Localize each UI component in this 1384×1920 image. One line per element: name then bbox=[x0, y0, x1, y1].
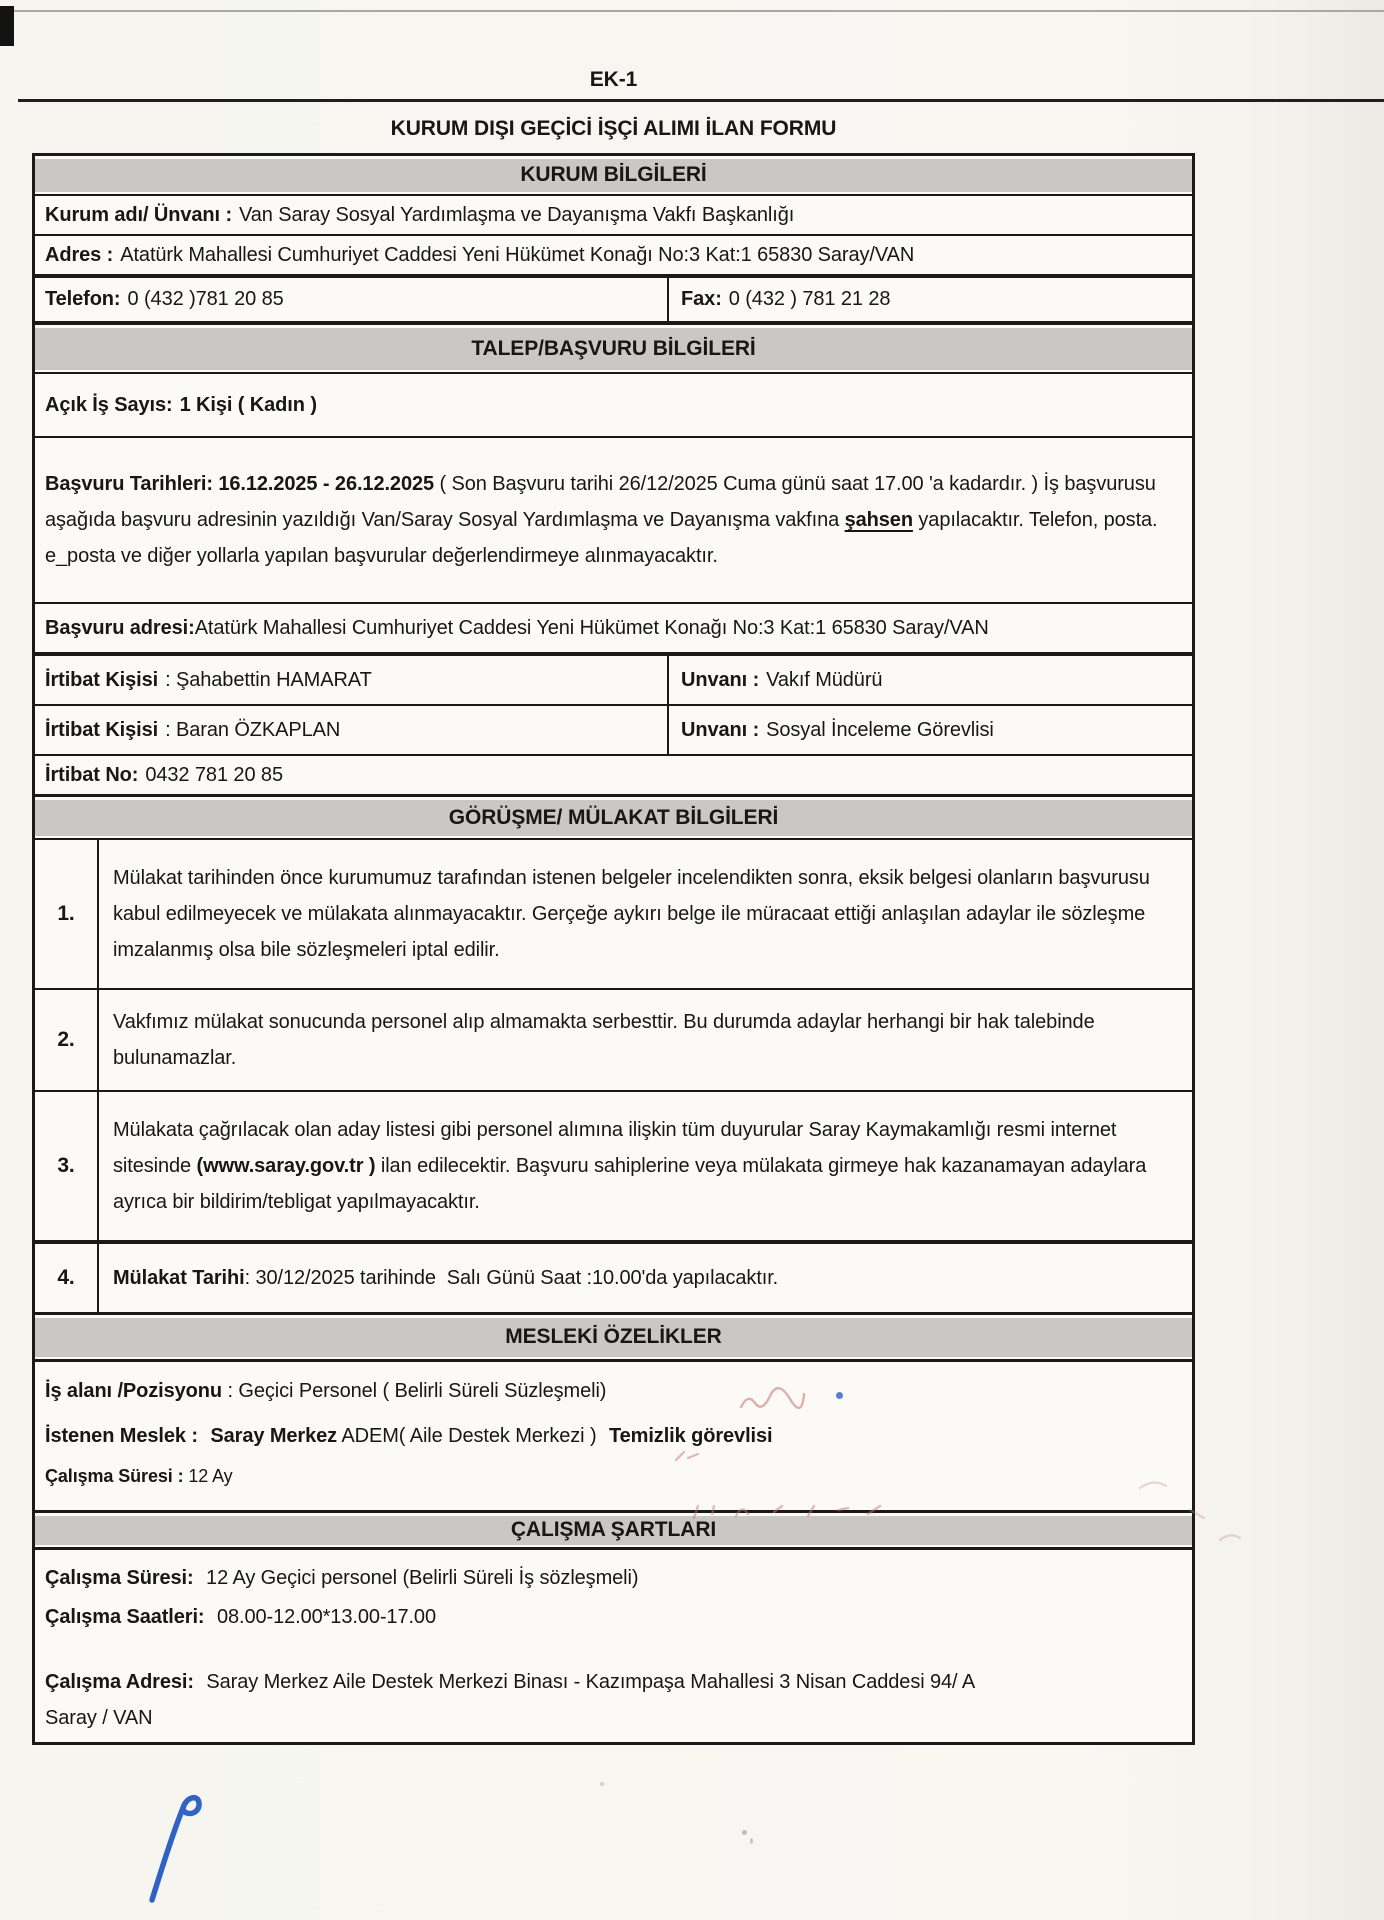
item-number: 2. bbox=[35, 990, 99, 1090]
irtibat1-row bbox=[35, 656, 1192, 706]
unvan1-cell bbox=[669, 656, 1192, 704]
form-title: KURUM DIŞI GEÇİCİ İŞÇİ ALIMI İLAN FORMU bbox=[390, 117, 837, 140]
irtibat-no-value: 0432 781 20 85 bbox=[145, 763, 283, 786]
acik-is-label: Açık İş Sayıs: bbox=[45, 393, 173, 416]
telefon-label: Telefon: bbox=[45, 288, 121, 310]
section-header-gorusme-mulakat bbox=[35, 794, 1192, 840]
sartlar-sure-value: 12 Ay Geçici personel (Belirli Süreli İş sözleşmeli) bbox=[206, 1567, 639, 1589]
item-number: 4. bbox=[35, 1244, 99, 1312]
scan-corner-mark bbox=[0, 6, 14, 46]
section-header-calisma-sartlari bbox=[35, 1510, 1192, 1550]
basvuru-tarihleri-text1: ( Son Başvuru tarihi 26/12/2025 Cuma günü saat 17.00 'a kadardır. ) İş başvurusu aşağıda başvuru adresinin yazıldığı Van/Saray Sosyal Yardımlaşma ve Dayanışma vakfına bbox=[45, 473, 1156, 531]
sahsen-underlined: şahsen bbox=[844, 509, 913, 531]
istenen-meslek-bold2: Temizlik görevlisi bbox=[609, 1425, 773, 1447]
sartlar-adres-label: Çalışma Adresi: bbox=[45, 1671, 194, 1693]
irtibat2-row bbox=[35, 706, 1192, 756]
irtibat2-value: : Baran ÖZKAPLAN bbox=[165, 718, 341, 741]
doc-code: EK-1 bbox=[589, 68, 638, 91]
scan-speck bbox=[742, 1830, 747, 1835]
basvuru-tarihleri-dates: 16.12.2025 - 26.12.2025 bbox=[218, 473, 435, 495]
pen-signature-mark bbox=[130, 1788, 240, 1908]
item-text-1: Mülakata çağrılacak olan aday listesi gibi personel alımına ilişkin tüm duyurular Saray Kaymakamlığı resmi internet sitesinde bbox=[113, 1119, 1117, 1177]
fax-label: Fax: bbox=[681, 288, 722, 310]
irtibat2-cell bbox=[35, 706, 669, 754]
mulakat-item-1 bbox=[35, 840, 1192, 990]
telefon-value: 0 (432 )781 20 85 bbox=[127, 288, 284, 310]
adres-label: Adres : bbox=[45, 243, 114, 266]
is-alani-label: İş alanı /Pozisyonu bbox=[45, 1380, 223, 1402]
fax-cell bbox=[669, 278, 1192, 321]
item-number: 3. bbox=[35, 1092, 99, 1240]
mulakat-tarihi-text: : 30/12/2025 tarihinde Salı Günü Saat :10.00'da yapılacaktır. bbox=[244, 1267, 779, 1289]
sartlar-adres-value-1: Saray Merkez Aile Destek Merkezi Binası - Kazımpaşa Mahallesi 3 Nisan Caddesi 94/ A bbox=[206, 1671, 976, 1693]
istenen-meslek-normal: ADEM( Aile Destek Merkezi ) bbox=[341, 1425, 597, 1447]
is-alani-line bbox=[45, 1380, 1182, 1403]
sartlar-adres-value-2: Saray / VAN bbox=[45, 1707, 153, 1729]
unvan2-cell bbox=[669, 706, 1192, 754]
adres-row bbox=[35, 236, 1192, 278]
istenen-meslek-bold1: Saray Merkez bbox=[210, 1425, 338, 1447]
item-paragraph bbox=[113, 1112, 1178, 1220]
scan-speck bbox=[750, 1838, 753, 1844]
unvan1-value: Vakıf Müdürü bbox=[766, 668, 883, 691]
section-header-kurum-bilgileri bbox=[35, 156, 1192, 196]
irtibat2-label: İrtibat Kişisi bbox=[45, 718, 159, 741]
telefon-fax-row bbox=[35, 278, 1192, 324]
section-header-mesleki-ozellikler bbox=[35, 1312, 1192, 1362]
mesleki-content-row bbox=[35, 1362, 1192, 1510]
kurum-adi-value: Van Saray Sosyal Yardımlaşma ve Dayanışma Vakfı Başkanlığı bbox=[239, 203, 795, 226]
mulakat-item-2 bbox=[35, 990, 1192, 1092]
irtibat-no-label: İrtibat No: bbox=[45, 763, 139, 786]
item-number: 1. bbox=[35, 840, 99, 988]
sartlar-saat-label: Çalışma Saatleri: bbox=[45, 1606, 205, 1628]
sartlar-saat-value: 08.00-12.00*13.00-17.00 bbox=[216, 1606, 436, 1628]
unvan1-label: Unvanı : bbox=[681, 668, 760, 691]
irtibat1-cell bbox=[35, 656, 669, 704]
mulakat-item-4 bbox=[35, 1244, 1192, 1312]
sartlar-adres-line bbox=[45, 1664, 1182, 1736]
irtibat-no-row bbox=[35, 756, 1192, 794]
mulakat-item-3 bbox=[35, 1092, 1192, 1244]
sartlar-sure-label: Çalışma Süresi: bbox=[45, 1567, 194, 1589]
basvuru-adresi-label: Başvuru adresi: bbox=[45, 616, 195, 639]
adres-value: Atatürk Mahallesi Cumhuriyet Caddesi Yeni Hükümet Konağı No:3 Kat:1 65830 Saray/VAN bbox=[120, 243, 915, 266]
mulakat-tarihi-label: Mülakat Tarihi bbox=[113, 1267, 245, 1289]
calisma-suresi-value: 12 Ay bbox=[188, 1466, 233, 1486]
sartlar-saat-line bbox=[45, 1599, 1182, 1636]
item-text: Vakfımız mülakat sonucunda personel alıp almamakta serbesttir. Bu durumda adaylar herhangi bir hak talebinde bulunamazlar. bbox=[113, 1011, 1095, 1069]
sartlar-content-row bbox=[35, 1550, 1192, 1742]
section-title: ÇALIŞMA ŞARTLARI bbox=[510, 1518, 717, 1541]
section-title: MESLEKİ ÖZELİKLER bbox=[505, 1325, 722, 1348]
item-url-bold: (www.saray.gov.tr ) bbox=[196, 1155, 376, 1177]
istenen-meslek-line bbox=[45, 1425, 1182, 1448]
irtibat1-label: İrtibat Kişisi bbox=[45, 668, 159, 691]
item-text-2: ilan edilecektir. Başvuru sahiplerine veya mülakata girmeye hak kazanamayan adaylara ayrıca bir bildirim/tebligat yapılmayacaktır. bbox=[113, 1155, 1147, 1213]
sartlar-sure-line bbox=[45, 1560, 1182, 1597]
calisma-suresi-label: Çalışma Süresi : bbox=[45, 1466, 184, 1486]
section-title: TALEP/BAŞVURU BİLGİLERİ bbox=[471, 336, 756, 360]
title-rule bbox=[18, 99, 1384, 102]
scan-edge-line bbox=[0, 10, 1384, 12]
fax-value: 0 (432 ) 781 21 28 bbox=[728, 288, 891, 310]
telefon-cell bbox=[35, 278, 669, 321]
scan-speck bbox=[600, 1782, 604, 1786]
basvuru-tarihleri-label: Başvuru Tarihleri: bbox=[45, 473, 213, 495]
section-title: GÖRÜŞME/ MÜLAKAT BİLGİLERİ bbox=[448, 805, 779, 829]
irtibat1-value: : Şahabettin HAMARAT bbox=[165, 668, 372, 691]
section-title: KURUM BİLGİLERİ bbox=[520, 163, 707, 186]
basvuru-tarihleri-paragraph bbox=[45, 466, 1182, 574]
basvuru-adresi-row bbox=[35, 604, 1192, 656]
istenen-meslek-label: İstenen Meslek : bbox=[45, 1425, 198, 1447]
unvan2-value: Sosyal İnceleme Görevlisi bbox=[766, 718, 994, 741]
form-table bbox=[32, 153, 1195, 1745]
acik-is-row bbox=[35, 374, 1192, 438]
kurum-adi-label: Kurum adı/ Ünvanı : bbox=[45, 203, 233, 226]
is-alani-value: : Geçici Personel ( Belirli Süreli Süzleşmeli) bbox=[227, 1380, 607, 1402]
section-header-talep-basvuru bbox=[35, 324, 1192, 374]
acik-is-value: 1 Kişi ( Kadın ) bbox=[179, 393, 317, 416]
kurum-adi-row bbox=[35, 196, 1192, 236]
calisma-suresi-line bbox=[45, 1466, 1182, 1487]
basvuru-tarihleri-text2: yapılacaktır. Telefon, posta. e_posta ve diğer yollarla yapılan başvurular değerlendirmeye alınmayacaktır. bbox=[45, 509, 1158, 567]
unvan2-label: Unvanı : bbox=[681, 718, 760, 741]
basvuru-tarihleri-row bbox=[35, 438, 1192, 604]
basvuru-adresi-value: Atatürk Mahallesi Cumhuriyet Caddesi Yeni Hükümet Konağı No:3 Kat:1 65830 Saray/VAN bbox=[194, 616, 989, 639]
item-text: Mülakat tarihinden önce kurumumuz tarafından istenen belgeler incelendikten sonra, eksik belgesi olanların başvurusu kabul edilmeyecek ve mülakata alınmayacaktır. Gerçeğe aykırı belge ile müracaat ettiği anlaşılan adaylar ile sözleşme imzalanmış olsa bile sözleşmeleri iptal edilir. bbox=[113, 867, 1150, 961]
